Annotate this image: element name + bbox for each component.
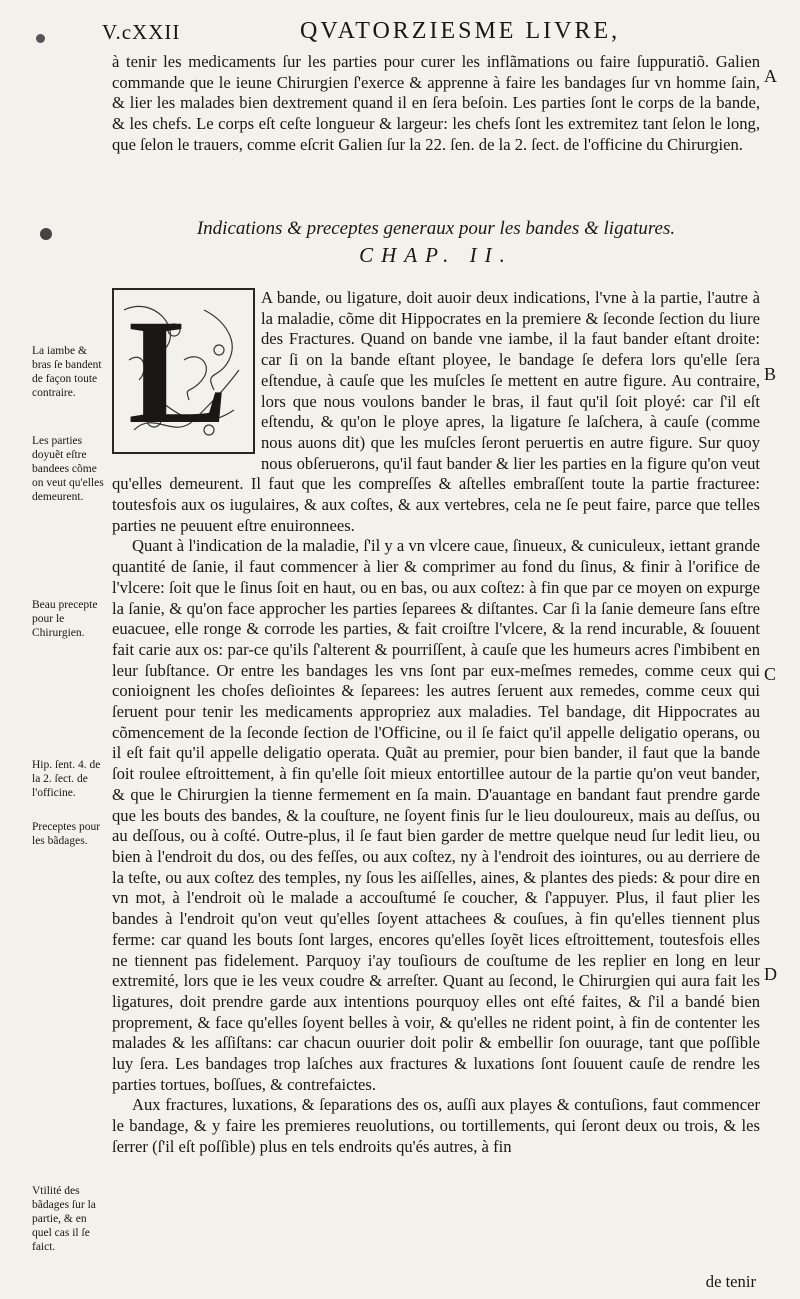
margin-note: Preceptes pour les bãdages. [32, 821, 101, 847]
catchword: de tenir [705, 1272, 756, 1291]
paragraph-2: Quant à l'indication de la maladie, ſ'il y a vn vlcere caue, ſinueux, & cuniculeux, iettant grande quantité de ſanie, il faut commencer à lier & comprimer au fond du ſinus, & finir à l'orifice de l'vlcere: ſoit que le ſinus ſoit en haut, ou en bas, ou aux coſtez: à fin que par ce moyen on expurge la ſanie, & qu'on face approcher les parties ſeparees & diſtantes. Car ſi la ſanie demeure ſans eſtre euacuee, elle ronge & corrode les parties, & fait croiſtre l'vlcere, & la rend incurable, & ſouuent fait carie aux os: par-ce qu'ils ſ'alterent & pourriſſent, à cauſe que les humeurs acres ſ'imbibent en leur ſubſtance. Or entre les bandages les vns ſont par eux-meſmes remedes, comme ceux qui conioignent les choſes deſiointes & ſeparees: les autres ſeruent aux remedes, comme ceux qui ſeruent pour tenir les medicaments appropriez aux maladies. Tel bandage, dit Hippocrates au cõmencement de la ſeconde ſection de l'Officine, ou il ſe faict qu'il appelle deligatio operans, ou il eſt fait qu'il appelle deligatio operata. Quãt au premier, pour bien bander, il faut que la bande ſoit roulee eſtroittement, à fin qu'elle ſoit mieux entortillee autour de la partie qu'on veut bander, & que le Chirurgien la tienne fermement en ſa main. D'auantage en bandant faut prendre garde que les bouts des bandes, & la couſture, ne ſoyent finis ſur le lieu douloureux, mais au deſſus, ou au deſſous, ou à coſté. Outre-plus, il ſe faut bien garder de mettre quelque neud ſur ledit lieu, ou bien à l'endroit du dos, ou des feſſes, ou aux coſtez, ny à l'endroit des iointures, ou au derriere de la teſte, ou aux coſtez des temples, ny ſous les aiſſelles, aines, & plantes des pieds: & pour dire en vn mot, à l'endroit où le malade a accouſtumé ſe coucher, & ſ'appuyer. Plus, il faut plier les bandes à l'endroit qu'on veut qu'elles ſoyent attachees & couſues, à fin qu'elles tiennent plus ferme: car quand les bouts ſont larges, encores qu'elles ſoyẽt lices eſtroittement, toutesfois elles ne tiennent pas fidelement. Parquoy i'ay touſiours de couſtume de les replier en long en leur extremité, lors que ie les veux coudre & arreſter. Quant au ſecond, le Chirurgien qui aura fait les ligatures, doit prendre garde aux intentions pourquoy elles ont eſté faites, & ſ'il a bandé bien proprement, & face qu'elles ſoyent belles à voir, & qu'elles ne rident point, à fin de contenter les malades & les aſſiſtans: car chacun ouurier doit polir & embellir ſon ouurage, tant que poſſible luy ſera. Les bandages trop laſches aux fractures & luxations ſont ſouuent cauſe de rendre les parties tortues, boſſues, & contrefaictes. [112, 536, 760, 1094]
section-marker: A [764, 66, 777, 86]
chapter-number: CHAP. II. [359, 243, 513, 267]
margin-note: Beau precepte pour le Chirurgien. [32, 599, 98, 639]
intro-paragraph [112, 52, 760, 156]
ink-spot [36, 34, 45, 43]
section-marker: D [764, 964, 777, 984]
ink-spot [40, 228, 52, 240]
initial-letter: L [128, 289, 229, 455]
intro-text: à tenir les medicaments ſur les parties pour curer les inflãmations ou faire ſuppuratiõ. Galien commande que le ieune Chirurgien ſ'exerce & apprenne à faire les bandages ſur vn homme ſain, & lier les malades bien dextrement quand il en ſera beſoin. Les parties ſont le corps de la bande, & les chefs. Le corps eſt ceſte longueur & largeur: les chefs ſont les extremitez tant ſelon le long, que ſelon le trauers, comme eſcrit Galien ſur la 22. ſen. de la 2. ſect. de l'officine du Chirurgien. [112, 52, 760, 154]
margin-note: Hip. ſent. 4. de la 2. ſect. de l'officine. [32, 759, 101, 799]
chapter-title: Indications & preceptes generaux pour les bandes & ligatures. [196, 218, 676, 239]
margin-note: La iambe & bras ſe bandent de façon toute contraire. [32, 345, 102, 399]
margin-note: Les parties doyuẽt eſtre bandees cõme on veut qu'elles demeurent. [32, 435, 104, 503]
main-text [112, 288, 760, 1158]
paragraph-1: A bande, ou ligature, doit auoir deux indications, l'vne à la partie, l'autre à la maladie, cõme dit Hippocrates en la premiere & ſeconde ſection du liure des Fractures. Quand on bande vne iambe, il la faut bander eſtant droite: car ſi on la bande eſtant ployee, le bandage ſe defera lors qu'elle ſera eſtendue, à cauſe que les muſcles ſe mettent en autre figure. Au contraire, lors que nous voulons bander le bras, il faut qu'il ſoit ployé: car ſ'il eſt eſtendu, & qu'on le ploye apres, la ligature ſe laſchera, à cauſe (comme nous auons dit) que les muſcles ſeront peruertis en autre figure. Sur quoy nous obſeruerons, qu'il faut bander & lier les parties en la figure qu'on veut qu'elles demeurent. Il faut que les compreſſes & aſtelles embraſſent toute la partie fracturee: toutesfois aux os iugulaires, & aux coſtes, & aux vertebres, cela ne ſe peut faire, parce que telles parties ne peuuent eſtre enuironnees. [112, 288, 760, 535]
folio-number: V.cXXII [102, 20, 181, 44]
page-header [0, 18, 800, 48]
running-title: QVATORZIESME LIVRE, [300, 18, 621, 44]
section-marker: B [764, 364, 777, 384]
margin-note: Vtilité des bãdages ſur la partie, & en quel cas il ſe faict. [32, 1185, 96, 1253]
paragraph-3: Aux fractures, luxations, & ſeparations des os, auſſi aux playes & contuſions, faut commencer le bandage, & y faire les premieres reuolutions, ou tortillements, qui ſeront deux ou trois, & les ſerrer (ſ'il eſt poſſible) plus en tels endroits qu'és autres, à fin [112, 1095, 760, 1156]
section-marker: C [764, 664, 777, 684]
